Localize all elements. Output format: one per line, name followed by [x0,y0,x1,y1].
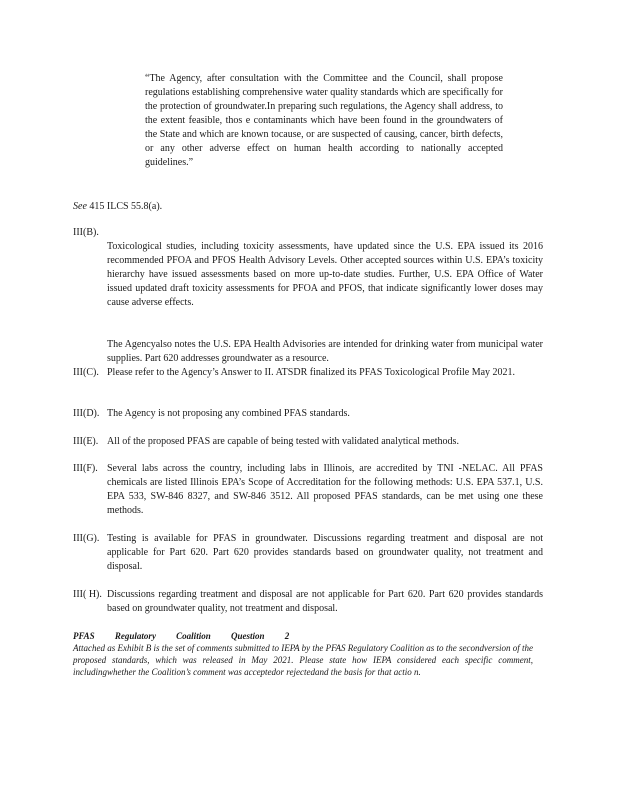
item-text: Discussions regarding treatment and disposal are not applicable for Part 620. Part 620 provides standards based on groundwater quality, not treatment and disposal. [107,589,543,614]
item-text: Please refer to the Agency’s Answer to II. ATSDR finalized its PFAS Toxicological Profile May 2021. [107,367,516,378]
item-text: The Agency is not proposing any combined PFAS standards. [107,408,350,419]
item-label: III(C). [73,367,99,378]
item-label: III(F). [73,463,98,474]
question-text: Attached as Exhibit B is the set of comments submitted to IEPA by the PFAS Regulatory Coalition as to the secondversion of the proposed standards, which was released in May 2021. Please state how IEPA considered each specific comment, includingwhether the Coalition’s comment was acceptedor rejectedand the basis for that actio n. [73,643,533,677]
statutory-quote: “The Agency, after consultation with the Committee and the Council, shall propose regulations establishing comprehensive water quality standards which are specifically for the protection of groundwater.In preparing such regulations, the Agency shall address, to the extent feasible, thos e contaminants which have been found in the groundwaters of the State and which are known tocause, or are suspected of causing, cancer, birth defects, or any other adverse effect on human health according to nationally accepted guidelines.” [145,73,503,168]
response-item [73,588,543,616]
response-item [73,435,543,449]
item-text: Several labs across the country, including labs in Illinois, are accredited by TNI -NELAC. All PFAS chemicals are listed Illinois EPA’s Scope of Accreditation for the following methods: U.S. EPA 537.1, U.S. EPA 533, SW-846 8327, and SW-846 3512. All proposed PFAS standards, can be met using one these methods. [107,463,543,516]
response-item [73,407,543,421]
item-label: III(G). [73,533,100,544]
item-text: Testing is available for PFAS in groundwater. Discussions regarding treatment and disposal are not applicable for Part 620. Part 620 provides standards based on groundwater quality, not treatment and disposal. [107,533,543,572]
item-label: III(D). [73,408,100,419]
citation-text: 415 ILCS 55.8(a). [89,201,163,212]
item-label: III(B). [73,227,99,238]
citation [73,200,162,214]
item-text: Toxicological studies, including toxicity assessments, have updated since the U.S. EPA issued its 2016 recommended PFOA and PFOS Health Advisory Levels. Other accepted sources within U.S. EPA’s toxicity hierarchy have issued assessments based on more up-to-date studies. Further, U.S. EPA Office of Water issued updated draft toxicity assessments for PFOA and PFOS, that indicate significantly lower doses may cause adverse effects. [107,241,543,308]
item-text: All of the proposed PFAS are capable of being tested with validated analytical methods. [107,436,459,447]
item-label: III( H). [73,589,102,600]
response-item [73,226,543,380]
question-title: PFAS Regulatory Coalition Question 2 [73,631,290,641]
response-item [73,462,543,518]
item-label: III(E). [73,436,99,447]
coalition-question [73,630,533,678]
see-signal: See [73,201,87,212]
response-item [73,532,543,574]
item-text-second: The Agencyalso notes the U.S. EPA Health Advisories are intended for drinking water from municipal water supplies. Part 620 addresses groundwater as a resource. [107,339,543,364]
response-item [73,366,543,380]
